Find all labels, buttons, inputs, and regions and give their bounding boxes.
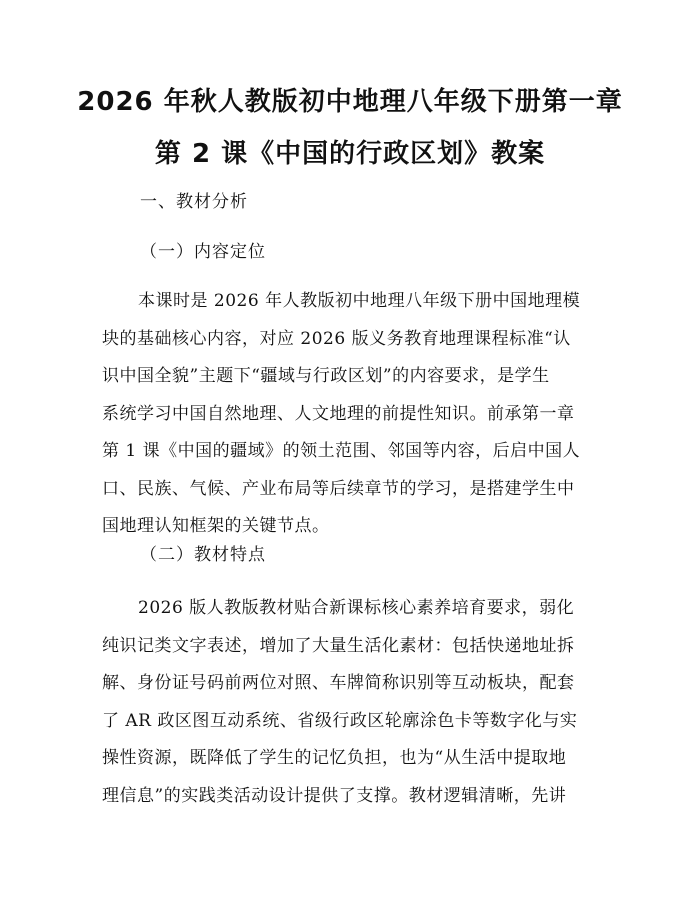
paragraph-line: 本课时是 2026 年人教版初中地理八年级下册中国地理模: [138, 291, 581, 311]
document-title-line-1: 2026 年秋人教版初中地理八年级下册第一章: [77, 87, 623, 117]
document-title-line-2: 第 2 课《中国的行政区划》教案: [154, 139, 546, 169]
subsection-heading-content-positioning: （一）内容定位: [140, 242, 266, 262]
paragraph-line: 理信息”的实践类活动设计提供了支撑。教材逻辑清晰，先讲: [102, 785, 567, 806]
paragraph-textbook-features: [102, 596, 602, 821]
paragraph-line: 识中国全貌”主题下“疆域与行政区划”的内容要求，是学生: [102, 366, 550, 386]
paragraph-line: 国地理认知框架的关键节点。: [102, 516, 330, 536]
paragraph-line: 系统学习中国自然地理、人文地理的前提性知识。前承第一章: [102, 403, 575, 424]
paragraph-line: 了 AR 政区图互动系统、省级行政区轮廓涂色卡等数字化与实: [102, 710, 578, 731]
section-heading-textbook-analysis: 一、教材分析: [140, 192, 248, 212]
paragraph-line: 口、民族、气候、产业布局等后续章节的学习，是搭建学生中: [102, 478, 575, 499]
subsection-heading-textbook-features: （二）教材特点: [140, 545, 266, 565]
paragraph-line: 2026 版人教版教材贴合新课标核心素养培育要求，弱化: [138, 598, 575, 618]
paragraph-line: 第 1 课《中国的疆域》的领土范围、邻国等内容，后启中国人: [102, 441, 581, 461]
paragraph-content-positioning: [102, 289, 602, 552]
paragraph-line: 块的基础核心内容，对应 2026 版义务教育地理课程标准“认: [102, 328, 571, 349]
paragraph-line: 解、身份证号码前两位对照、车牌简称识别等互动板块，配套: [102, 673, 575, 693]
paragraph-line: 纯识记类文字表述，增加了大量生活化素材：包括快递地址拆: [102, 635, 575, 656]
paragraph-line: 操性资源，既降低了学生的记忆负担，也为“从生活中提取地: [102, 748, 567, 768]
